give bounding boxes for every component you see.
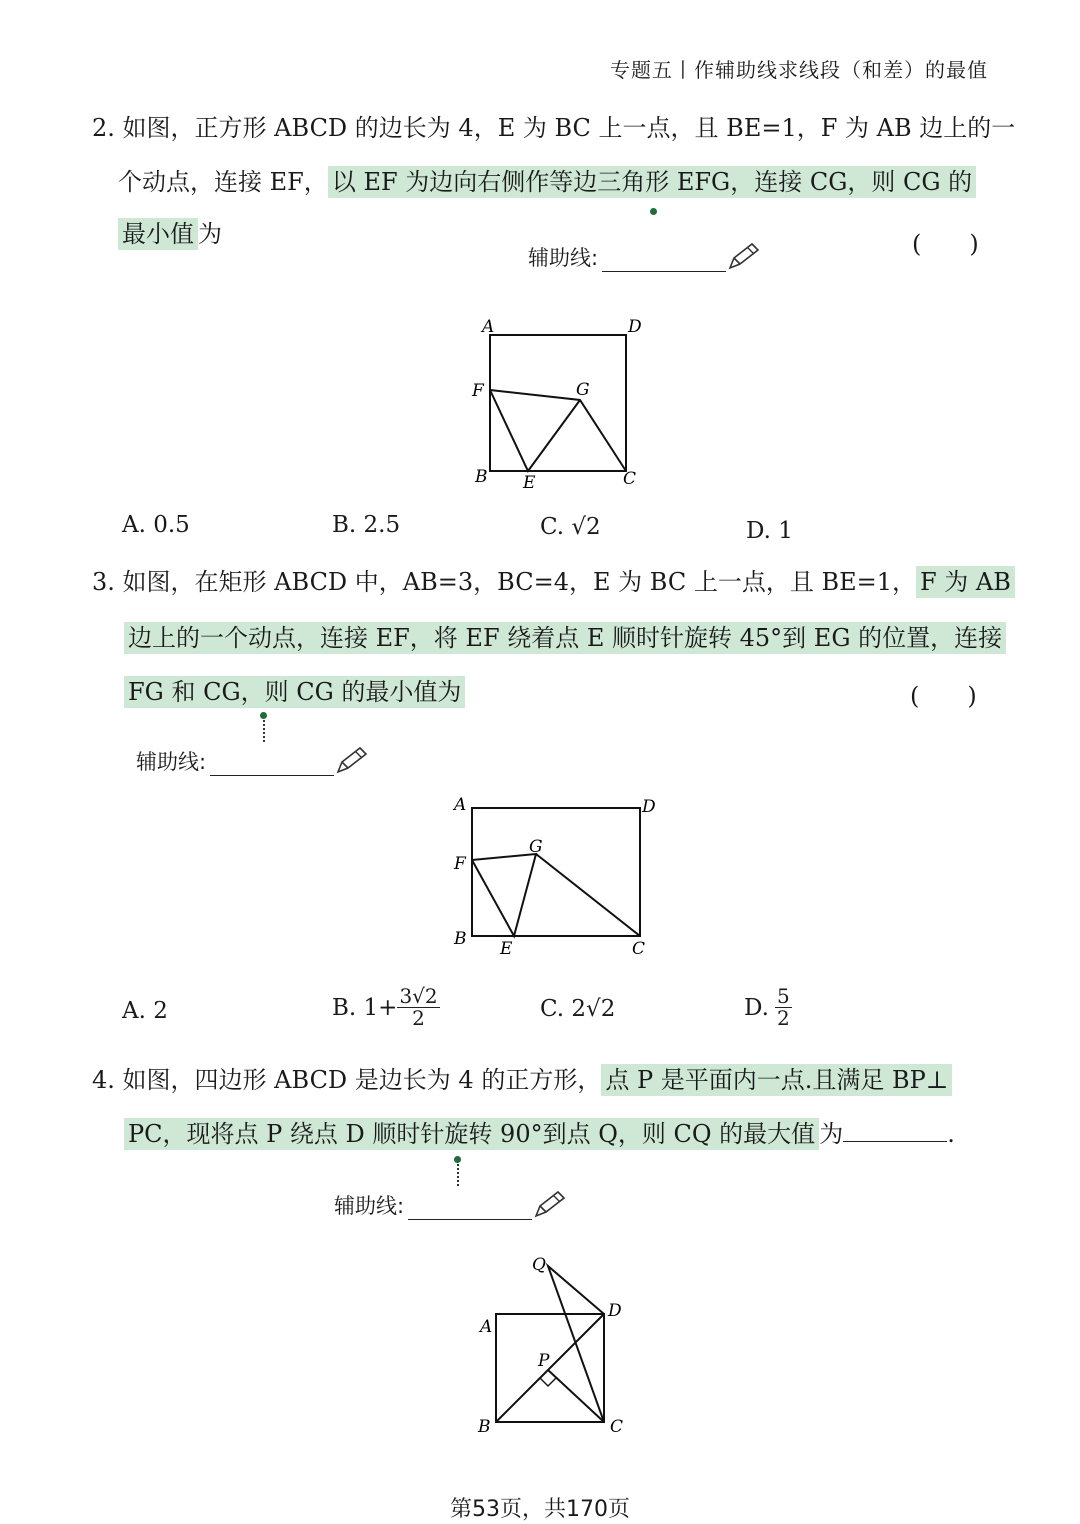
q2-label-g: G [576, 380, 590, 400]
q2-line-3b: 为 [198, 220, 222, 248]
q4-line-2 [124, 1114, 955, 1149]
q3-option-a[interactable]: A. 2 [122, 998, 168, 1024]
q3-highlight-2: 边上的一个动点，连接 EF，将 EF 绕着点 E 顺时针旋转 45°到 EG 的位置，连接 [124, 622, 1006, 654]
q3-label-a: A [454, 795, 467, 815]
q4-line-2b: 为 [819, 1120, 844, 1148]
q2-label-d: D [628, 317, 642, 337]
q4-label-a: A [480, 1317, 493, 1337]
q3-option-b-fraction [397, 986, 439, 1029]
q2-aux-blank[interactable] [602, 245, 726, 272]
q3-option-d[interactable] [744, 986, 792, 1029]
q3-option-b-num: 3√2 [399, 984, 438, 1008]
q3-option-c[interactable]: C. 2√2 [540, 996, 616, 1022]
q2-line-1: 2. 如图，正方形 ABCD 的边长为 4，E 为 BC 上一点，且 BE=1，F 为 AB 边上的一 [92, 114, 1016, 142]
q3-option-b-prefix: B. 1+ [332, 994, 398, 1021]
q2-square [490, 335, 626, 471]
q3-label-g: G [529, 837, 543, 857]
q4-note-pin [454, 1156, 461, 1163]
q4-label-c: C [610, 1417, 624, 1437]
q3-highlight-1: F 为 AB [916, 566, 1015, 598]
q3-option-d-num: 5 [776, 984, 790, 1008]
q2-label-f: F [472, 381, 484, 401]
q3-option-b-den: 2 [412, 1006, 425, 1030]
q2-option-d[interactable]: D. 1 [746, 518, 793, 544]
q2-aux-line [528, 242, 762, 272]
q2-option-a[interactable]: A. 0.5 [122, 512, 190, 538]
q4-highlight-2: PC，现将点 P 绕点 D 顺时针旋转 90°到点 Q，则 CQ 的最大值 [124, 1118, 819, 1150]
q2-highlight-2: 最小值 [118, 218, 198, 250]
q3-aux-line [136, 746, 370, 776]
q2-label-c: C [623, 469, 637, 489]
page-header: 专题五丨作辅助线求线段（和差）的最值 [610, 58, 988, 82]
q4-aux-blank[interactable] [408, 1193, 532, 1220]
q4-label-d: D [608, 1301, 622, 1321]
q4-highlight-1: 点 P 是平面内一点.且满足 BP⊥ [601, 1064, 952, 1096]
q2-line-2a: 个动点，连接 EF， [118, 168, 328, 196]
q4-right-angle-mark [540, 1370, 556, 1386]
pencil-icon [532, 1190, 568, 1220]
q3-label-b: B [454, 929, 467, 949]
q3-line-gc [536, 854, 640, 936]
q3-aux-label: 辅助线: [136, 750, 207, 774]
q2-line-2 [118, 162, 976, 197]
q3-line-1 [92, 562, 1015, 597]
q3-highlight-3: FG 和 CG，则 CG 的最小值为 [124, 676, 465, 708]
pencil-icon [334, 746, 370, 776]
q4-label-b: B [478, 1417, 491, 1437]
q2-label-e: E [523, 473, 536, 493]
q4-answer-blank[interactable] [843, 1121, 947, 1142]
q2-highlight-1: 以 EF 为边向右侧作等边三角形 EFG，连接 CG，则 CG 的 [328, 166, 976, 198]
page-footer: 第53页，共170页 [450, 1497, 630, 1522]
q3-label-d: D [642, 797, 656, 817]
q3-option-b[interactable] [332, 986, 440, 1029]
q3-line-3 [124, 672, 465, 707]
q4-line-1a: 4. 如图，四边形 ABCD 是边长为 4 的正方形， [92, 1066, 602, 1094]
q3-note-pin [260, 712, 267, 719]
q2-line-feg [490, 390, 580, 471]
q2-figure [460, 310, 660, 500]
q2-label-a: A [482, 317, 495, 337]
q2-note-pin [650, 208, 657, 215]
q3-line-1a: 3. 如图，在矩形 ABCD 中，AB=3，BC=4，E 为 BC 上一点，且 BE=1， [92, 568, 916, 596]
q2-option-c[interactable]: C. √2 [540, 514, 601, 540]
q3-label-e: E [500, 939, 513, 959]
q3-option-d-den: 2 [776, 1006, 790, 1030]
q3-answer-paren: ( ) [910, 682, 977, 710]
q3-label-f: F [454, 854, 466, 874]
q4-label-p: P [538, 1351, 550, 1371]
q4-note-dotted-line [457, 1164, 459, 1186]
q3-label-c: C [632, 939, 646, 959]
q2-aux-label: 辅助线: [528, 246, 599, 270]
q4-line-2c: . [947, 1120, 955, 1148]
q4-figure [460, 1246, 660, 1446]
q2-label-b: B [475, 467, 488, 487]
q3-option-d-prefix: D. [744, 994, 769, 1021]
q2-answer-paren: ( ) [912, 230, 979, 258]
q3-note-dotted-line [263, 720, 265, 742]
q4-aux-line [334, 1190, 568, 1220]
q2-line-3 [118, 214, 222, 249]
q4-line-1 [92, 1060, 952, 1095]
pencil-icon [726, 242, 762, 272]
q3-aux-blank[interactable] [210, 749, 334, 776]
q3-triangle-feg [472, 854, 536, 936]
q3-line-2 [124, 618, 1006, 653]
q4-line-cqd [548, 1266, 604, 1422]
q2-option-b[interactable]: B. 2.5 [332, 512, 401, 538]
q4-label-q: Q [532, 1255, 546, 1275]
q4-aux-label: 辅助线: [334, 1194, 405, 1218]
q3-figure [440, 790, 680, 970]
q3-option-d-fraction [775, 986, 792, 1029]
